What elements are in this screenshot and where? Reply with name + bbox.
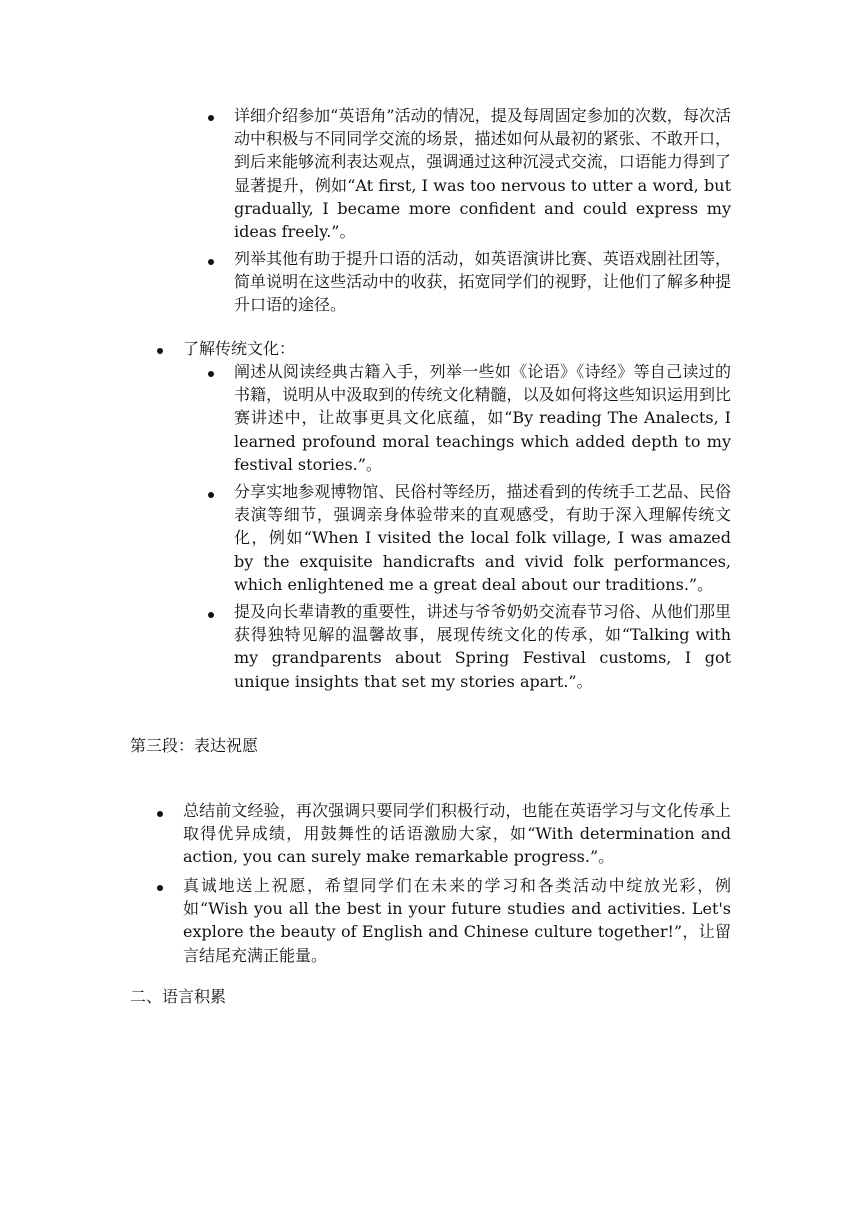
section-heading: 二、语言积累 — [130, 987, 227, 1006]
bullet-icon — [208, 115, 214, 121]
bullet-icon — [157, 885, 163, 891]
bullet-icon — [208, 371, 214, 377]
list-item: 列举其他有助于提升口语的活动，如英语演讲比赛、英语戏剧社团等，简单说明在这些活动中的收获，拓宽同学们的视野，让他们了解多种提升口语的途径。 — [234, 249, 731, 315]
list-item: 提及向长辈请教的重要性，讲述与爷爷奶奶交流春节习俗、从他们那里获得独特见解的温馨故事，展现传统文化的传承，如“Talking with my grandparents about Spring Festival customs, I got unique insights that set my stories apart.”。 — [234, 602, 731, 691]
bullet-icon — [157, 348, 163, 354]
list-item: 真诚地送上祝愿，希望同学们在未来的学习和各类活动中绽放光彩，例如“Wish you all the best in your future studies and activities. Let's explore the beauty of English and Chinese culture together!”，让留言结尾充满正能量。 — [183, 876, 731, 965]
list-item: 分享实地参观博物馆、民俗村等经历，描述看到的传统手工艺品、民俗表演等细节，强调亲身体验带来的直观感受，有助于深入理解传统文化，例如“When I visited the local folk village, I was amazed by the exquisite handicrafts and vivid folk performances, which enlightened me a great deal about our traditions.”。 — [234, 482, 731, 594]
bullet-icon — [208, 259, 214, 265]
bullet-icon — [208, 492, 214, 498]
bullet-icon — [157, 811, 163, 817]
list-item: 阐述从阅读经典古籍入手，列举一些如《论语》《诗经》等自己读过的书籍，说明从中汲取到的传统文化精髓，以及如何将这些知识运用到比赛讲述中，让故事更具文化底蕴，如“By reading The Analects, I learned profound moral teachings which added depth to my festival stories.”。 — [234, 362, 731, 474]
list-item: 详细介绍参加“英语角”活动的情况，提及每周固定参加的次数，每次活动中积极与不同同学交流的场景，描述如何从最初的紧张、不敢开口，到后来能够流利表达观点，强调通过这种沉浸式交流，口语能力得到了显著提升，例如“At first, I was too nervous to utter a word, but gradually, I became more confident and could express my ideas freely.”。 — [234, 106, 731, 242]
bullet-icon — [208, 612, 214, 618]
section-heading: 第三段：表达祝愿 — [130, 736, 259, 755]
list-item: 总结前文经验，再次强调只要同学们积极行动，也能在英语学习与文化传承上取得优异成绩，用鼓舞性的话语激励大家，如“With determination and action, you can surely make remarkable progress.”。 — [183, 801, 731, 867]
list-item-label: 了解传统文化： — [183, 339, 296, 358]
